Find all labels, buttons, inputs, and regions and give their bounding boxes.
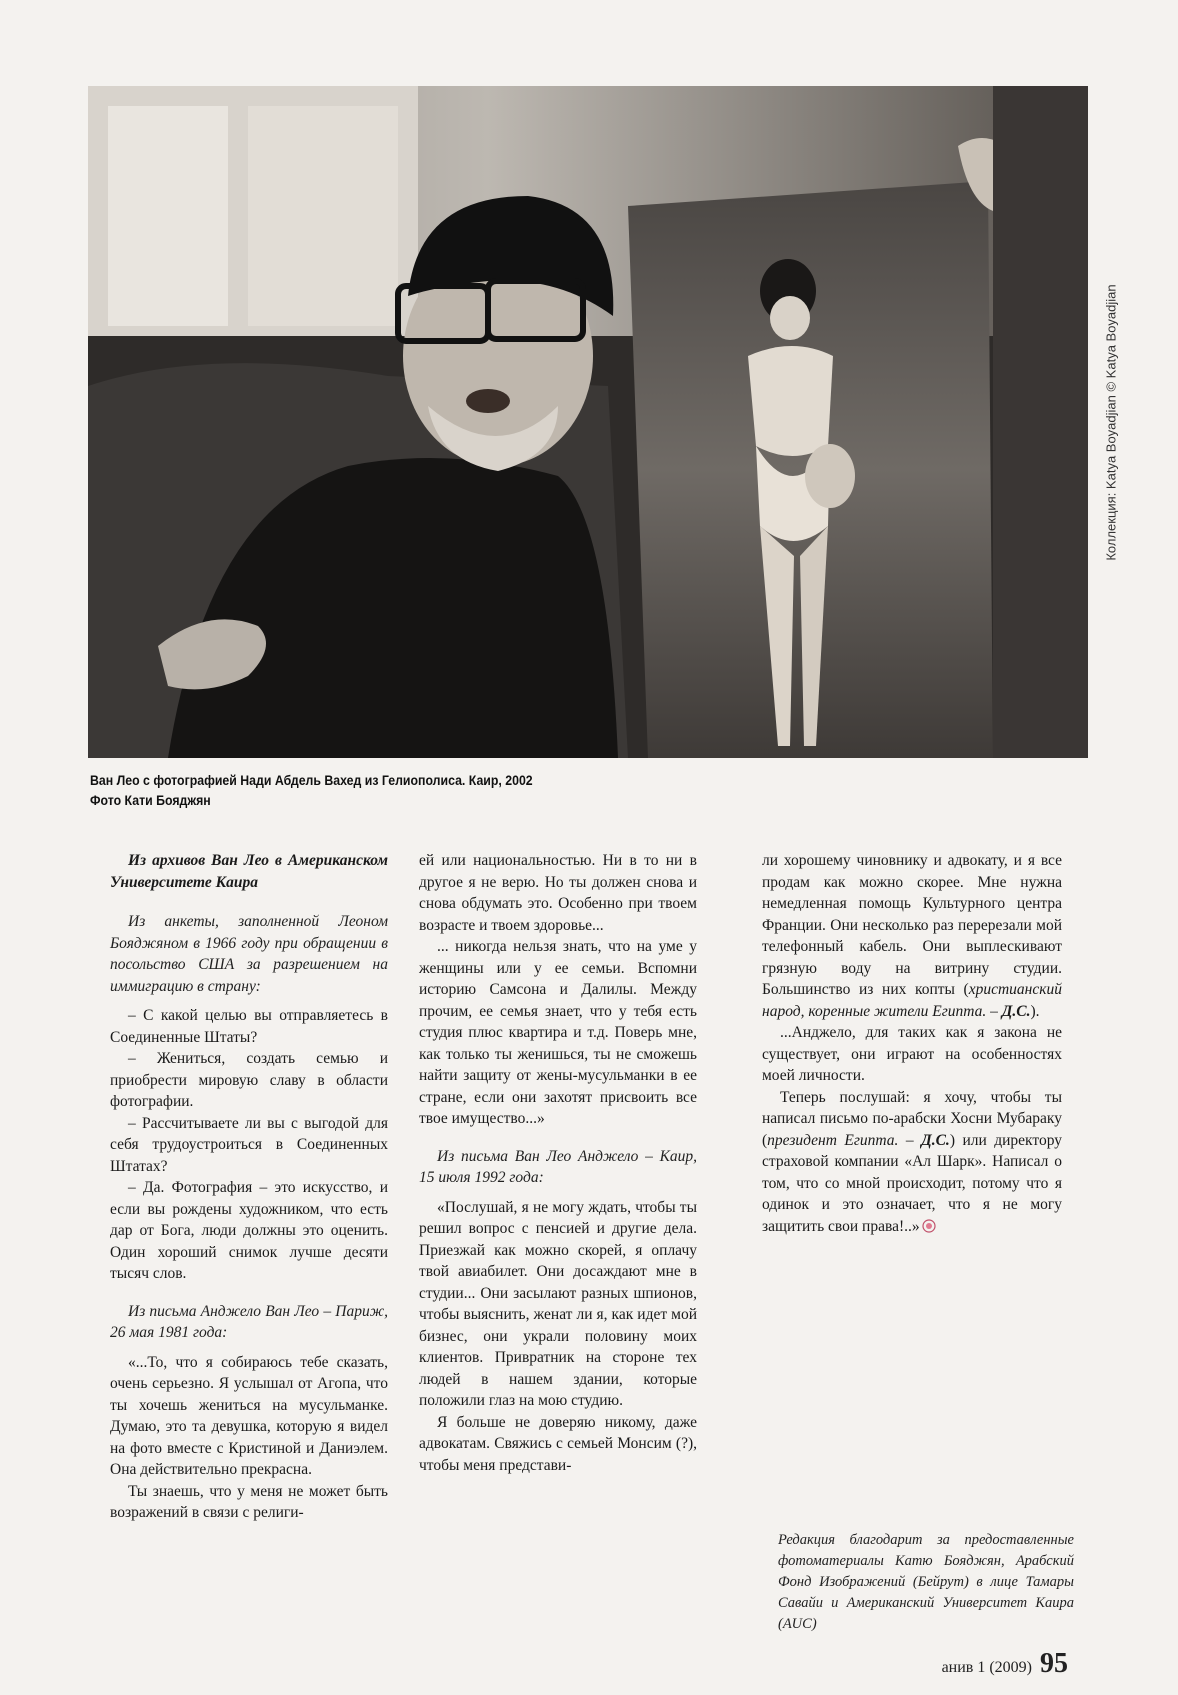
photo-caption <box>90 770 952 810</box>
letter-intro: Из письма Анджело Ван Лео – Париж, 26 мая 1981 года: <box>110 1302 388 1341</box>
paragraph: – Жениться, создать семью и приобрести мировую славу в области фотографии. <box>110 1050 388 1110</box>
questionnaire-intro: Из анкеты, заполненной Леоном Бояджяном в 1966 году при обращении в посольство США за разрешением на иммиграцию в страну: <box>110 913 388 995</box>
end-mark-icon <box>922 1219 936 1233</box>
caption-line-1: Ван Лео с фотографией Нади Абдель Вахед из Гелиополиса. Каир, 2002 <box>90 772 533 788</box>
section-heading: Из архивов Ван Лео в Американском Университете Каира <box>110 852 388 891</box>
archival-photograph <box>88 86 1088 758</box>
paragraph <box>762 1087 1062 1238</box>
text-column-2 <box>419 850 697 1476</box>
paragraph: Ты знаешь, что у меня не может быть возражений в связи с религи- <box>110 1482 388 1521</box>
acknowledgement: Редакция благодарит за предоставленные фотоматериалы Катю Бояджян, Арабский Фонд Изображений (Бейрут) в лице Тамары Савайи и Американский Университет Каира (AUC) <box>778 1532 1074 1632</box>
editor-initials: Д.С. <box>921 1131 950 1149</box>
editor-note: христианский народ, коренные жители Египта. <box>762 981 1062 1020</box>
paragraph: – Рассчитываете ли вы с выгодой для себя трудоустроиться в Соединенных Штатах? <box>110 1114 388 1175</box>
editor-note: президент Египта. <box>767 1131 899 1149</box>
paragraph: ...Анджело, для таких как я закона не существует, они играют на особенностях моей личности. <box>762 1024 1062 1084</box>
text-run: ) или директору страховой компании «Ал Шарк». Написал о том, что со мной происходит, потому что я одинок и это означает, что я не могу защитить свои права!..» <box>762 1131 1062 1235</box>
paragraph: – Да. Фотография – это искусство, и если вы рождены художником, что есть дар от Бога, люди должны это оценить. Один хороший снимок лучше десяти тысяч слов. <box>110 1179 388 1282</box>
paragraph: «...То, что я собираюсь тебе сказать, очень серьезно. Я услышал от Агопа, что ты хочешь жениться на мусульманке. Думаю, это та девушка, которую я видел на фото вместе с Кристиной и Даниэлем. Она действительно прекрасна. <box>110 1353 388 1478</box>
photo-credit <box>1100 86 1122 758</box>
text-column-1 <box>110 850 388 1524</box>
spacer <box>110 1285 388 1301</box>
photo-illustration <box>88 86 1088 758</box>
paragraph: ей или национальностью. Ни в то ни в другое я не верю. Но ты должен снова и снова обдумать это. Особенно при твоем возрасте и твоем здоровье... <box>419 852 697 934</box>
text-run: ). <box>1030 1002 1040 1020</box>
page-footer <box>942 1648 1068 1680</box>
caption-line-2: Фото Кати Бояджян <box>90 792 211 808</box>
paragraph: ... никогда нельзя знать, что на уме у женщины или у ее семьи. Вспомни историю Самсона и Далилы. Между прочим, ее семья знает, что у тебя есть студия плюс квартира и т.д. Поверь мне, как только ты женишься, ты не сможешь найти защиту от жены-мусульманки в ее стране, если они захотят присвоить все твое имущество...» <box>419 938 697 1127</box>
letter-intro: Из письма Ван Лео Анджело – Каир, 15 июля 1992 года: <box>419 1147 697 1186</box>
paragraph: Я больше не доверяю никому, даже адвокатам. Свяжись с семьей Монсим (?), чтобы меня представи- <box>419 1413 697 1474</box>
page-number: 95 <box>1040 1648 1068 1679</box>
text-run: ли хорошему чиновнику и адвокату, и я все продам как можно скорее. Мне нужна немедленная помощь Культурного центра Франции. Они несколько раз перерезали мой телефонный кабель. Они выплескивают грязную воду на витрину студии. Большинство из них копты ( <box>762 852 1062 998</box>
paragraph <box>762 850 1062 1022</box>
text-run: – <box>898 1131 922 1149</box>
magazine-issue: анив 1 (2009) <box>941 1659 1032 1676</box>
editor-initials: Д.С. <box>1001 1002 1031 1020</box>
text-run: Теперь послушай: я хочу, чтобы ты написал письмо по-арабски Хосни Мубараку ( <box>762 1088 1062 1149</box>
spacer <box>419 1130 697 1146</box>
paragraph: – С какой целью вы отправляетесь в Соединенные Штаты? <box>110 1007 388 1046</box>
paragraph: «Послушай, я не могу ждать, чтобы ты решил вопрос с пенсией и другие дела. Приезжай как можно скорей, я оплачу твой авиабилет. Они досаждают мне в студии... Они засылают разных шпионов, чтобы выяснить, женат ли я, как идет мой бизнес, они украли половину моих клиентов. Привратник на стороне тех людей в нашем здании, которые положили глаз на мою студию. <box>419 1198 697 1409</box>
text-column-3 <box>762 850 1062 1237</box>
text-run: – <box>986 1002 1002 1020</box>
photo-credit-text: Коллекция: Katya Boyadjian © Katya Boyadjian <box>1103 283 1119 561</box>
